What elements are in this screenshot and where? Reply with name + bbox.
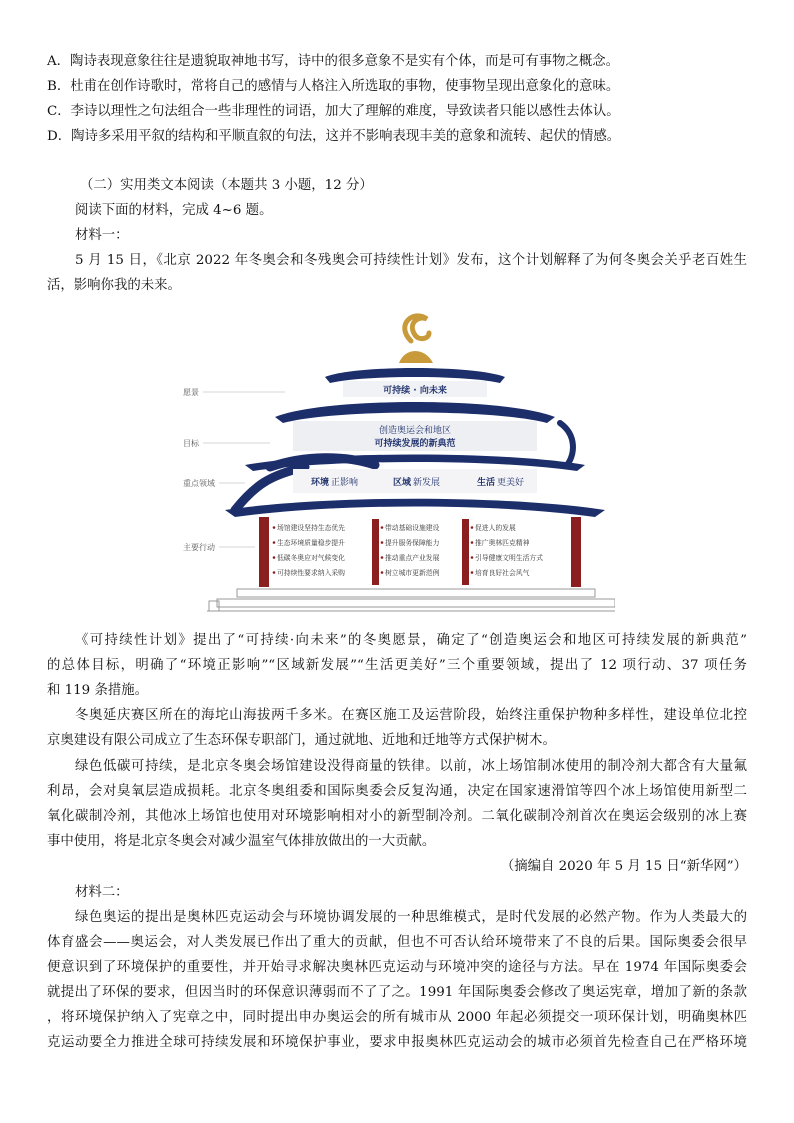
material1-paragraph-line: 绿色低碳可持续，是北京冬奥会场馆建设没得商量的铁律。以前，冰上场馆制冰使用的制冷剂大都含有大量氟 [75,759,747,774]
option-b: B．杜甫在创作诗歌时，常将自己的感情与人格注入所选取的事物，使事物呈现出意象化的意味。 [47,79,620,94]
action-item: 推广奥林匹克精神 [475,539,530,547]
pillar-mid-left [372,519,379,585]
pillar-left [259,517,269,587]
base-platform [207,589,615,611]
area-life: 生活 更美好 [477,478,525,488]
action-item: 提升服务保障能力 [385,539,440,547]
area-region: 区域 新发展 [393,478,441,488]
material2-paragraph-line: 体育盛会——奥运会，对人类发展已作出了重大的贡献，但也不可否认给环境带来了不良的后果。国际奥委会很早 [47,935,747,950]
action-item: 可持续性要求纳入采购 [277,569,345,577]
material1-paragraph-line: 冬奥延庆赛区所在的海坨山海拔两千多米。在赛区施工及运营阶段，始终注重保护物种多样性，建设单位北控 [75,708,747,723]
side-label-areas: 重点领域 [183,479,215,488]
option-a: A．陶诗表现意象往往是遗貌取神地书写，诗中的很多意象不是实有个体，而是可有事物之概念。 [47,54,620,69]
material1-label: 材料一： [75,228,129,243]
material1-intro-line: 活，影响你我的未来。 [47,278,181,293]
roof-tier-1 [325,368,505,383]
side-label-actions: 主要行动 [183,543,215,552]
option-d: D．陶诗多采用平叙的结构和平顺直叙的句法，这并不影响表现丰美的意象和流转、起伏的情感。 [47,129,621,144]
pillar-right [571,517,581,587]
material1-intro-line: 5 月 15 日，《北京 2022 年冬奥会和冬残奥会可持续性计划》发布，这个计划解释了为何冬奥会关乎老百姓生 [75,253,747,268]
action-item: 推动重点产业发展 [385,554,440,562]
material2-paragraph-line: 便意识到了环境保护的重要性，并开始寻求解决奥林匹克运动与环境冲突的途径与方法。早在 1974 年国际奥委会 [47,960,747,975]
material2-paragraph-line: ，将环境保护纳入了宪章之中，同时提出申办奥运会的所有城市从 2000 年起必须提交一项环保计划，明确奥林匹 [47,1010,747,1025]
side-label-goal: 目标 [183,439,199,448]
roof-tier-4 [225,499,605,517]
sustainability-plan-diagram [175,305,615,620]
option-c: C．李诗以理性之句法组合一些非理性的词语，加大了理解的难度，导致读者只能以感性去体认。 [47,104,620,119]
material1-source: （摘编自 2020 年 5 月 15 日“新华网”） [500,859,747,874]
material2-paragraph-line: 克运动要全力推进全球可持续发展和环境保护事业，要求申报奥林匹克运动会的城市必须首先检查自己在严格环境 [47,1035,747,1050]
material1-paragraph-line: 利昂，会对臭氧层造成损耗。北京冬奥组委和国际奥委会反复沟通，决定在国家速滑馆等四个冰上场馆使用新型二 [47,784,747,799]
roof-tier-2 [275,402,555,423]
material1-paragraph-line: 的总体目标，明确了“环境正影响”“区域新发展”“生活更美好”三个重要领域，提出了 12 项行动、37 项任务 [47,658,747,673]
material1-paragraph-line: 《可持续性计划》提出了“可持续·向未来”的冬奥愿景，确定了“创造奥运会和地区可持续发展的新典范” [75,633,747,648]
material1-paragraph-line: 和 119 条措施。 [47,683,149,698]
action-item: 引导健康文明生活方式 [475,554,543,562]
material1-paragraph-line: 京奥建设有限公司成立了生态环保专职部门，通过就地、近地和迁地等方式保护树木。 [47,733,556,748]
action-item: 促进人的发展 [475,524,516,532]
side-label-vision: 愿景 [183,388,199,397]
action-item: 培育良好社会风气 [475,569,530,577]
action-item: 生态环境质量稳步提升 [277,539,345,547]
material1-paragraph-line: 氧化碳制冷剂，其他冰上场馆也使用对环境影响相对小的新型制冷剂。二氧化碳制冷剂首次在奥运会级别的冰上赛 [47,809,747,824]
action-item: 场馆建设坚持生态优先 [277,524,345,532]
emblem-icon [399,316,433,363]
action-item: 带动基础设施建设 [385,524,440,532]
pillar-mid-right [462,519,469,585]
goal-text-line1: 创造奥运会和地区 [378,426,452,436]
material2-label: 材料二： [75,885,129,900]
area-environment: 环境 正影响 [311,478,359,488]
vision-text: 可持续 · 向未来 [383,386,447,396]
action-item: 低碳冬奥应对气候变化 [277,554,345,562]
material1-paragraph-line: 事中使用，将是北京冬奥会对减少温室气体排放做出的一大贡献。 [47,834,436,849]
section-instruction: 阅读下面的材料，完成 4~6 题。 [75,203,273,218]
material2-paragraph-line: 绿色奥运的提出是奥林匹克运动会与环境协调发展的一种思维模式，是时代发展的必然产物。作为人类最大的 [75,910,747,925]
section-title: （二）实用类文本阅读（本题共 3 小题，12 分） [80,178,373,193]
action-item: 树立城市更新范例 [385,569,440,577]
goal-text-line2: 可持续发展的新典范 [374,439,456,449]
material2-paragraph-line: 就提出了环保的要求，但因当时的环保意识薄弱而不了了之。1991 年国际奥委会修改了奥运宪章，增加了新的条款 [47,985,747,1000]
